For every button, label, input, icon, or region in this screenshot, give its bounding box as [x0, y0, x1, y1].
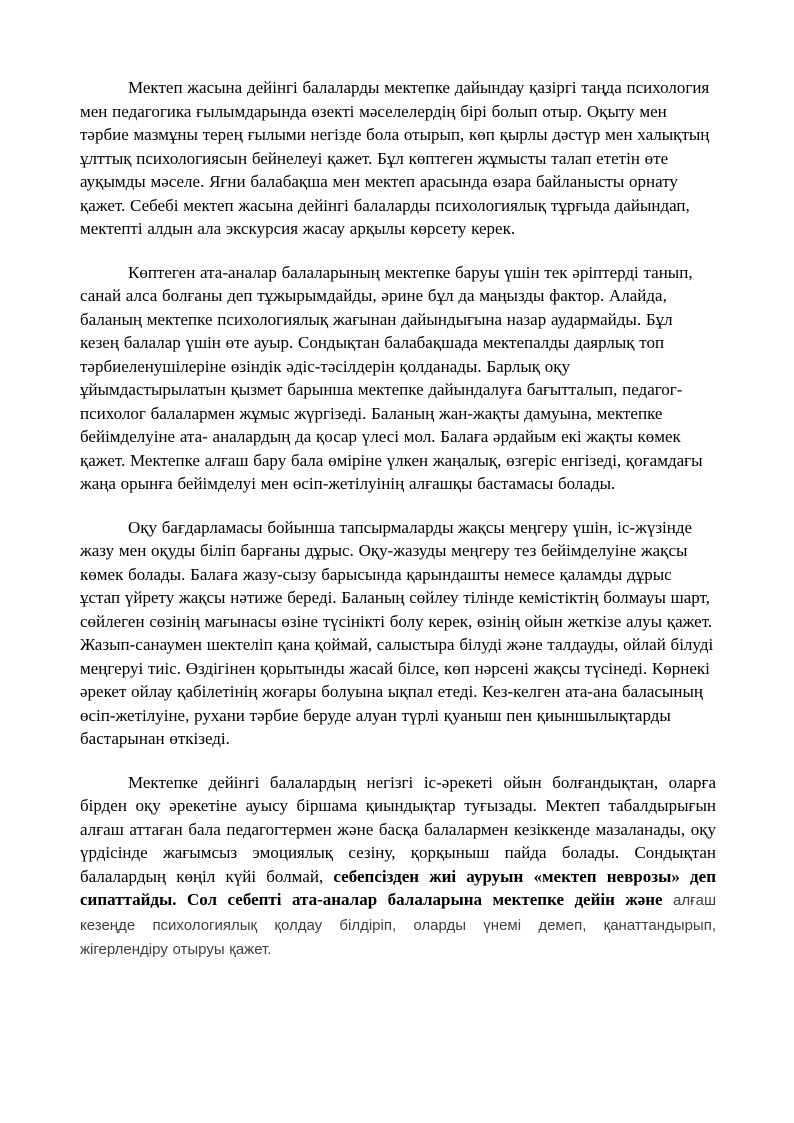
paragraph-4-bold-text: себепсізден жиі ауруын «мектеп неврозы» деп сипаттайды. Сол себепті ата-аналар балаларына мектепке дейін және [80, 866, 716, 909]
paragraph-4-regular-text: Мектепке дейінгі балалардың негізгі іс-әрекеті ойын болғандықтан, оларға бірден оқу әрекетіне ауысу біршама қиындықтар туғызады. Мектеп табалдырығын алғаш аттаған бала педагогтермен және басқа балалармен кезіккенде мазаланады, оқу үрдісінде жағымсыз эмоциялық сезіну, қорқыныш пайда болады. Сондықтан балалардың көңіл күйі болмай, [80, 772, 716, 886]
paragraph-4-appended-sans-text: алғаш кезеңде психологиялық қолдау білдіріп, оларды үнемі демеп, қанаттандырып, жігерлендіру отыруы қажет. [80, 892, 716, 958]
paragraph-2: Көптеген ата-аналар балаларының мектепке баруы үшін тек әріптерді танып, санай алса болғаны деп тұжырымдайды, әрине бұл да маңызды фактор. Алайда, баланың мектепке психологиялық жағынан дайындығына назар аудармайды. Бұл кезең балалар үшін өте ауыр. Сондықтан балабақшада мектепалды даярлық топ тәрбиеленушілеріне өзіндік әдіс-тәсілдерін қолданады. Барлық оқу ұйымдастырылатын қызмет барынша мектепке дайындалуға бағытталып, педагог-психолог балалармен жұмыс жүргізеді. Баланың жан-жақты дамуына, мектепке бейімделуіне ата- аналардың да қосар үлесі мол. Балаға әрдайым екі жақты көмек қажет. Мектепке алғаш бару бала өміріне үлкен жаңалық, өзгеріс енгізеді, қоғамдағы жаңа орынға бейімделуі мен өсіп-жетілуінің алғашқы бастамасы болады. [80, 262, 703, 493]
paragraph-1: Мектеп жасына дейінгі балаларды мектепке дайындау қазіргі таңда психология мен педагогика ғылымдарында өзекті мәселелердің бірі болып отыр. Оқыту мен тәрбие мазмұны терең ғылыми негізде бола отырып, көп қырлы дәстүр мен халықтың ұлттық психологиясын бейнелеуі қажет. Бұл көптеген жұмысты талап ететін өте ауқымды мәселе. Яғни балабақша мен мектеп арасында өзара байланысты орнату қажет. Себебі мектеп жасына дейінгі балаларды психологиялық тұрғыда дайындап, мектепті алдын ала экскурсия жасау арқылы көрсету керек. [80, 78, 710, 238]
paragraph-3: Оқу бағдарламасы бойынша тапсырмаларды жақсы меңгеру үшін, іс-жүзінде жазу мен оқуды біліп барғаны дұрыс. Оқу-жазуды меңгеру тез бейімделуіне жақсы көмек болады. Балаға жазу-сызу барысында қарындашты немесе қаламды дұрыс ұстап үйрету жақсы нәтиже береді. Баланың сөйлеу тілінде кемістіктің болмауы шарт, сөйлеген сөзінің мағынасы өзіне түсінікті болу керек, өзінің ойын жеткізе алуы қажет. Жазып-санаумен шектеліп қана қоймай, салыстыра білуді және талдауды, ойлай білуді меңгеруі тиіс. Өздігінен қорытынды жасай білсе, көп нәрсені жақсы түсінеді. Көрнекі әрекет ойлау қабілетінің жоғары болуына ықпал етеді. Кез-келген ата-ана баласының өсіп-жетілуіне, рухани тәрбие беруде алуан түрлі қуаныш пен қиыншылықтарды бастарынан өткізеді. [80, 517, 714, 748]
document-text-block [80, 76, 716, 982]
paragraph-4 [80, 771, 716, 962]
